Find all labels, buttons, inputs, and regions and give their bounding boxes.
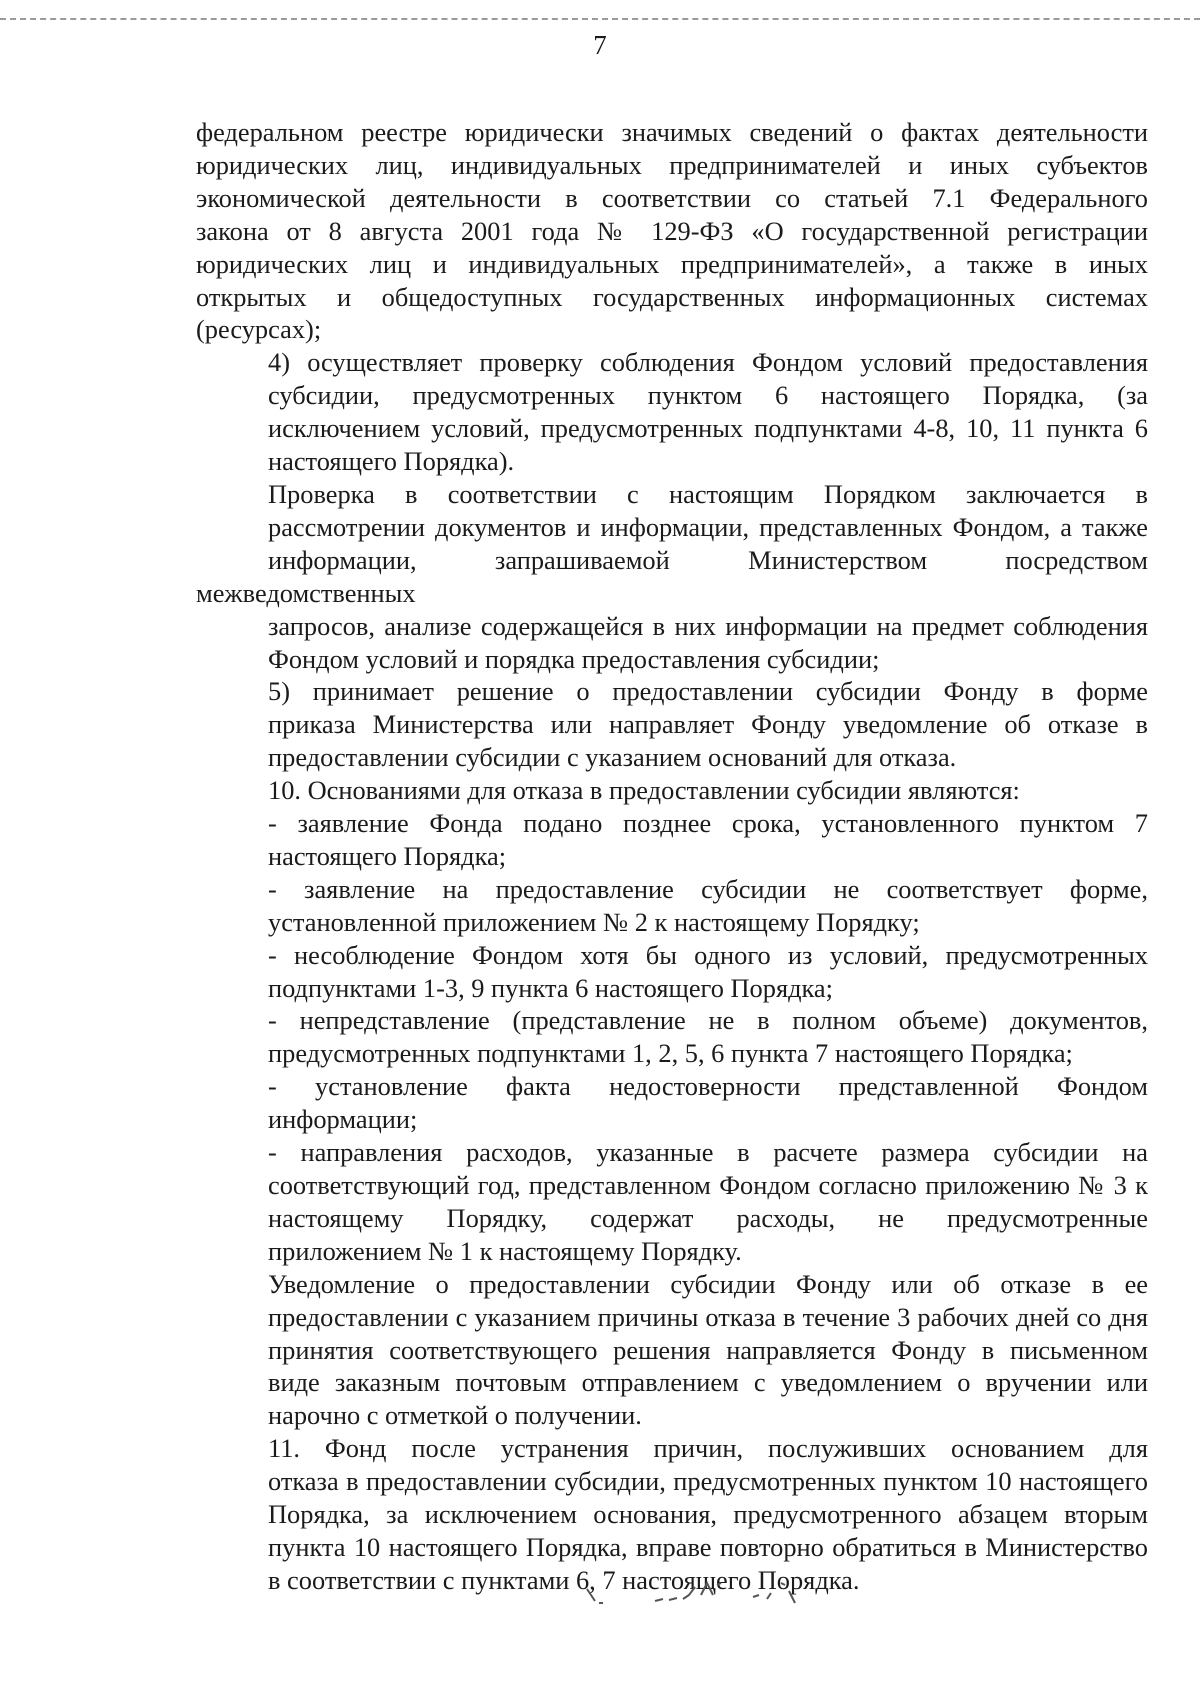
text-line: установленной приложением № 2 к настоящему Порядку; xyxy=(268,906,920,937)
text-line: информации, запрашиваемой Министерством посредством межведомственных xyxy=(196,544,1148,608)
text-line: предоставлении субсидии с указанием оснований для отказа. xyxy=(268,742,957,773)
text-line: в соответствии с пунктами 6, 7 настоящего Порядка. xyxy=(268,1564,860,1595)
text-line: - установление факта недостоверности представленной Фондом xyxy=(268,1071,1148,1102)
text-line: информации; xyxy=(268,1104,418,1135)
text-line: закона от 8 августа 2001 года № 129-ФЗ «О государственной регистрации xyxy=(196,215,1148,246)
text-line: предоставлении с указанием причины отказа в течение 3 рабочих дней со дня xyxy=(268,1301,1148,1332)
paragraph xyxy=(196,116,1148,346)
paragraph xyxy=(196,478,1148,675)
text-line: открытых и общедоступных государственных информационных системах xyxy=(196,281,1148,312)
paragraph xyxy=(196,675,1148,774)
paragraph xyxy=(196,873,1148,939)
text-line: - непредставление (представление не в полном объеме) документов, xyxy=(268,1005,1148,1036)
page-number: 7 xyxy=(593,30,607,60)
text-line: подпунктами 1-3, 9 пункта 6 настоящего Порядка; xyxy=(268,972,833,1003)
text-line: Фондом условий и порядка предоставления субсидии; xyxy=(268,643,880,674)
paragraph xyxy=(196,1070,1148,1136)
text-line: пункта 10 настоящего Порядка, вправе повторно обратиться в Министерство xyxy=(268,1531,1148,1562)
text-line: настоящего Порядка). xyxy=(268,446,515,477)
paragraph xyxy=(196,346,1148,478)
text-line: принятия соответствующего решения направляется Фонду в письменном xyxy=(268,1334,1148,1365)
text-line: - несоблюдение Фондом хотя бы одного из условий, предусмотренных xyxy=(268,939,1148,970)
text-line: (ресурсах); xyxy=(196,314,322,345)
page-top-border xyxy=(0,18,1200,20)
text-line: виде заказным почтовым отправлением с уведомлением о вручении или xyxy=(268,1367,1148,1398)
text-line: 4) осуществляет проверку соблюдения Фондом условий предоставления xyxy=(268,347,1148,378)
text-line: Порядка, за исключением основания, предусмотренного абзацем вторым xyxy=(268,1499,1148,1530)
paragraph xyxy=(196,1136,1148,1268)
paragraph xyxy=(196,807,1148,873)
text-line: рассмотрении документов и информации, представленных Фондом, а также xyxy=(268,511,1148,542)
text-line: настоящего Порядка; xyxy=(268,840,507,871)
text-line: приложением № 1 к настоящему Порядку. xyxy=(268,1235,742,1266)
document-body xyxy=(196,116,1148,1597)
text-line: предусмотренных подпунктами 1, 2, 5, 6 пункта 7 настоящего Порядка; xyxy=(268,1038,1073,1069)
handwritten-mark xyxy=(585,1575,855,1615)
text-line: юридических лиц и индивидуальных предпринимателей», а также в иных xyxy=(196,248,1148,279)
paragraph xyxy=(196,1268,1148,1433)
text-line: экономической деятельности в соответствии со статьей 7.1 Федерального xyxy=(196,182,1148,213)
text-line: 11. Фонд после устранения причин, послуживших основанием для xyxy=(268,1433,1148,1464)
text-line: исключением условий, предусмотренных подпунктами 4-8, 10, 11 пункта 6 xyxy=(268,413,1148,444)
text-line: юридических лиц, индивидуальных предпринимателей и иных субъектов xyxy=(196,149,1148,180)
text-line: - заявление Фонда подано позднее срока, установленного пунктом 7 xyxy=(268,808,1148,839)
paragraph xyxy=(196,939,1148,1005)
text-line: соответствующий год, представленном Фондом согласно приложению № 3 к xyxy=(268,1170,1148,1200)
text-line: - направления расходов, указанные в расчете размера субсидии на xyxy=(268,1137,1148,1168)
paragraph xyxy=(196,1432,1148,1597)
paragraph xyxy=(196,774,1148,807)
text-line: субсидии, предусмотренных пунктом 6 настоящего Порядка, (за xyxy=(268,380,1148,411)
text-line: 10. Основаниями для отказа в предоставлении субсидии являются: xyxy=(268,775,1020,806)
text-line: настоящему Порядку, содержат расходы, не предусмотренные xyxy=(268,1202,1148,1233)
text-line: 5) принимает решение о предоставлении субсидии Фонду в форме xyxy=(268,676,1148,707)
text-line: нарочно с отметкой о получении. xyxy=(268,1400,642,1431)
text-line: отказа в предоставлении субсидии, предусмотренных пунктом 10 настоящего xyxy=(268,1466,1148,1497)
paragraph xyxy=(196,1004,1148,1070)
text-line: запросов, анализе содержащейся в них информации на предмет соблюдения xyxy=(268,610,1148,641)
text-line: Уведомление о предоставлении субсидии Фонду или об отказе в ее xyxy=(268,1268,1148,1299)
text-line: Проверка в соответствии с настоящим Порядком заключается в xyxy=(268,478,1148,509)
text-line: приказа Министерства или направляет Фонду уведомление об отказе в xyxy=(268,709,1148,740)
text-line: федеральном реестре юридически значимых сведений о фактах деятельности xyxy=(196,117,1148,147)
text-line: - заявление на предоставление субсидии не соответствует форме, xyxy=(268,873,1148,904)
